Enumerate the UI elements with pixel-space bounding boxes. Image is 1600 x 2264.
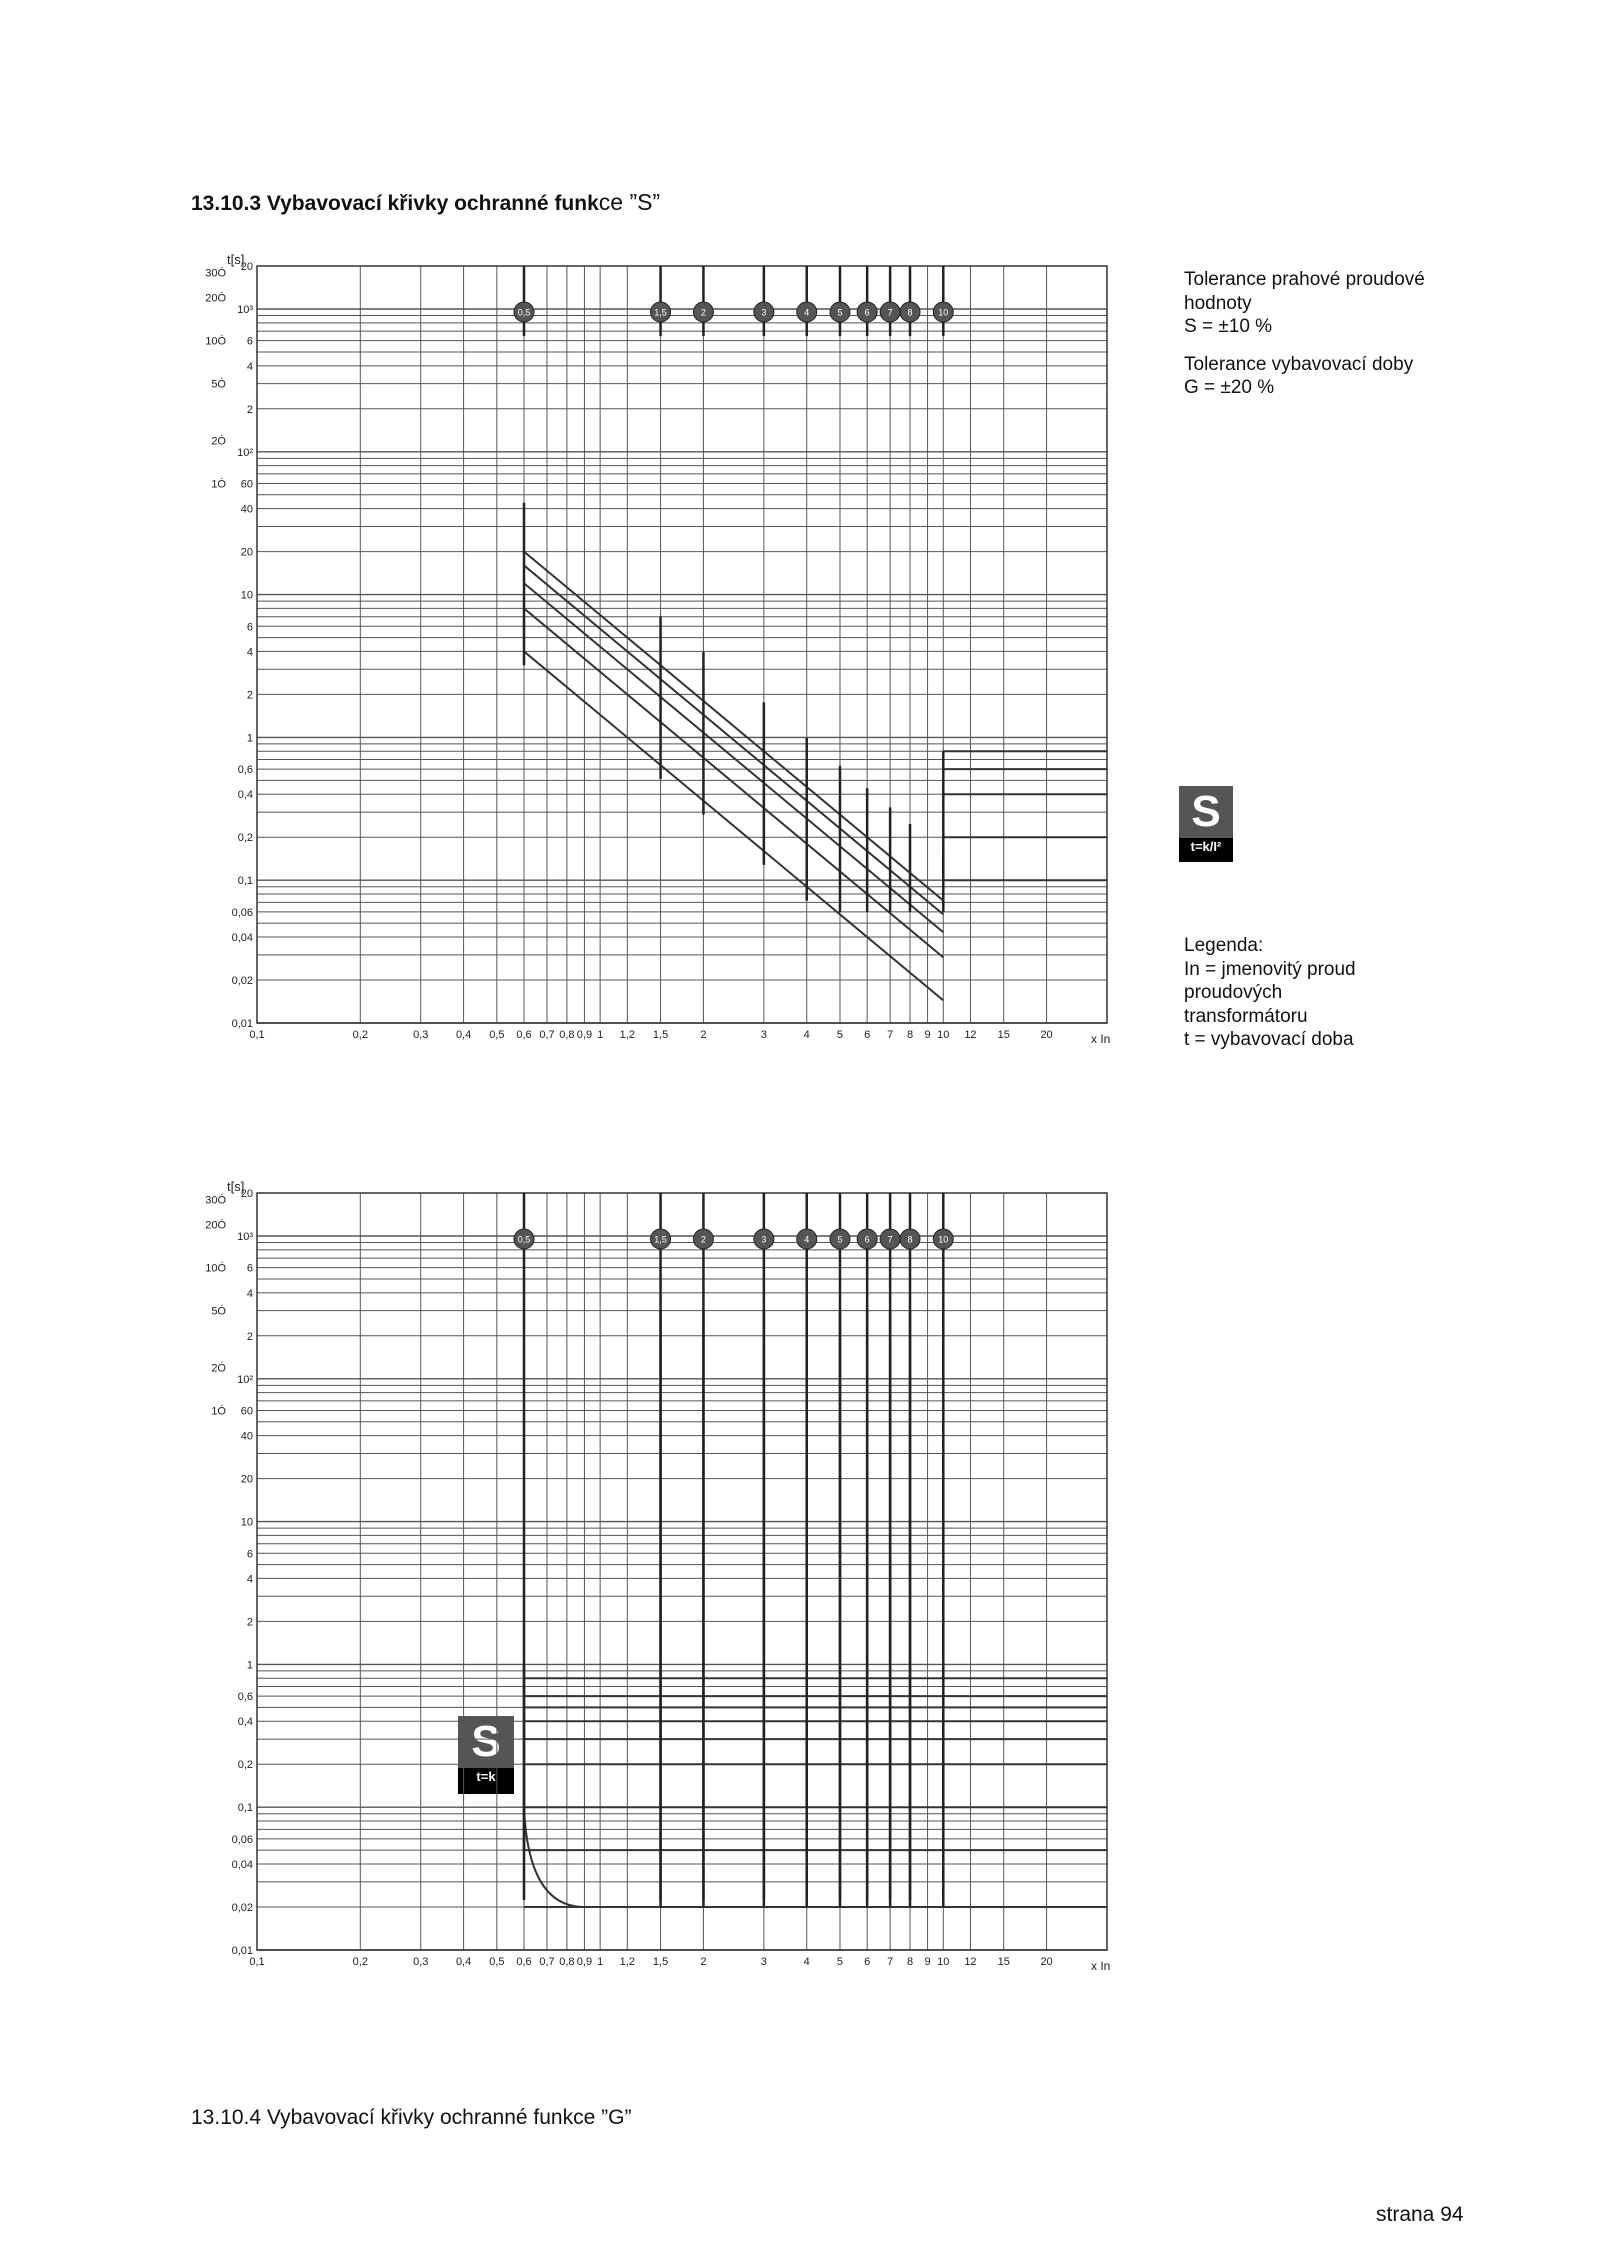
legend: Legenda: In = jmenovitý proud proudových transformátoru t = vybavovací doba bbox=[1184, 935, 1356, 1050]
y-tick-label: 20 bbox=[240, 1188, 253, 1200]
x-tick-label: 0,3 bbox=[413, 1029, 429, 1041]
y-tick-label: 2 bbox=[246, 403, 253, 416]
x-tick-label: 10 bbox=[937, 1956, 950, 1968]
tolerance-time: Tolerance vybavovací doby G = ±20 % bbox=[1184, 353, 1414, 398]
y-tick-label: 1 bbox=[246, 1659, 253, 1672]
threshold-marker-label: 7 bbox=[887, 307, 893, 318]
tolerance-threshold: Tolerance prahové proudové hodnoty S = ±10 % bbox=[1184, 269, 1425, 337]
y-tick-label: 40 bbox=[240, 503, 253, 516]
x-tick-label: 0,8 bbox=[559, 1956, 575, 1968]
y-tick-label: 10 bbox=[240, 1516, 253, 1529]
x-tick-label: 0,1 bbox=[249, 1029, 265, 1041]
y-tick-label: 10³ bbox=[237, 1230, 253, 1243]
y-tick-label: 0,6 bbox=[237, 1691, 253, 1704]
y-minute-label: 1Ó bbox=[211, 478, 226, 491]
x-tick-label: 0,5 bbox=[489, 1029, 505, 1041]
y-tick-label: 20 bbox=[240, 546, 253, 559]
y-tick-label: 0,06 bbox=[231, 1833, 253, 1846]
threshold-marker-label: 6 bbox=[864, 1234, 870, 1245]
section-heading: 13.10.3 Vybavovací křivky ochranné funkce ”S” bbox=[191, 189, 661, 215]
x-tick-label: 0,8 bbox=[559, 1029, 575, 1041]
x-tick-label: 0,2 bbox=[352, 1029, 368, 1041]
y-tick-label: 0,02 bbox=[231, 975, 253, 988]
plot-frame bbox=[257, 1193, 1107, 1950]
x-tick-label: 0,2 bbox=[352, 1956, 368, 1968]
x-tick-label: 8 bbox=[906, 1956, 914, 1968]
y-tick-label: 0,01 bbox=[231, 1018, 253, 1030]
x-tick-label: 7 bbox=[887, 1029, 894, 1041]
x-tick-label: 0,1 bbox=[249, 1956, 265, 1968]
y-tick-label: 0,1 bbox=[237, 875, 253, 888]
threshold-marker-label: 0,5 bbox=[517, 1234, 531, 1245]
x-tick-label: 3 bbox=[760, 1029, 767, 1041]
x-tick-label: 0,3 bbox=[413, 1956, 429, 1968]
x-tick-label: 7 bbox=[887, 1956, 894, 1968]
y-tick-label: 10³ bbox=[237, 303, 253, 316]
x-tick-label: 0,5 bbox=[489, 1956, 505, 1968]
x-tick-label: 3 bbox=[760, 1956, 767, 1968]
y-minute-label: 5Ó bbox=[211, 1305, 226, 1318]
threshold-marker-label: 2 bbox=[700, 307, 706, 318]
y-tick-label: 10² bbox=[237, 1373, 253, 1386]
threshold-marker-label: 8 bbox=[907, 1234, 913, 1245]
y-tick-label: 4 bbox=[246, 1287, 253, 1300]
y-minute-label: 30Ó bbox=[205, 267, 226, 280]
y-axis-label: t[s] bbox=[227, 1179, 245, 1194]
y-minute-label: 10Ó bbox=[205, 1262, 226, 1275]
threshold-marker-label: 3 bbox=[761, 307, 767, 318]
y-tick-label: 0,04 bbox=[231, 1859, 253, 1872]
y-tick-label: 6 bbox=[246, 1548, 253, 1561]
x-tick-label: 9 bbox=[924, 1029, 931, 1041]
threshold-marker-label: 0,5 bbox=[517, 307, 531, 318]
x-tick-label: 5 bbox=[836, 1956, 844, 1968]
section-heading-g: 13.10.4 Vybavovací křivky ochranné funkce ”G” bbox=[191, 2106, 632, 2129]
x-tick-label: 12 bbox=[964, 1029, 977, 1041]
threshold-marker-label: 5 bbox=[837, 1234, 843, 1245]
y-tick-label: 0,4 bbox=[237, 1716, 253, 1729]
x-tick-label: 1 bbox=[597, 1029, 604, 1041]
x-tick-label: 1,5 bbox=[652, 1029, 669, 1041]
y-minute-label: 2Ó bbox=[211, 435, 226, 448]
y-minute-label: 20Ó bbox=[205, 292, 226, 305]
y-tick-label: 6 bbox=[246, 1262, 253, 1275]
y-tick-label: 4 bbox=[246, 1573, 253, 1586]
y-tick-label: 0,2 bbox=[237, 832, 253, 845]
badge-s-inverse: S t=k/I² bbox=[1179, 786, 1233, 862]
y-minute-label: 2Ó bbox=[211, 1362, 226, 1375]
y-minute-label: 5Ó bbox=[211, 378, 226, 391]
y-tick-label: 0,4 bbox=[237, 789, 253, 802]
threshold-marker-label: 2 bbox=[700, 1234, 706, 1245]
threshold-marker-label: 10 bbox=[938, 307, 949, 318]
x-tick-label: 0,9 bbox=[576, 1029, 593, 1041]
y-tick-label: 0,02 bbox=[231, 1902, 253, 1915]
x-tick-label: 9 bbox=[924, 1956, 931, 1968]
y-minute-label: 1Ó bbox=[211, 1405, 226, 1418]
y-tick-label: 0,06 bbox=[231, 906, 253, 919]
y-minute-label: 30Ó bbox=[205, 1194, 226, 1207]
y-tick-label: 60 bbox=[240, 478, 253, 491]
x-tick-label: 0,9 bbox=[576, 1956, 593, 1968]
y-tick-label: 0,6 bbox=[237, 764, 253, 777]
y-tick-label: 6 bbox=[246, 621, 253, 634]
y-tick-label: 20 bbox=[240, 1473, 253, 1486]
y-tick-label: 10² bbox=[237, 446, 253, 459]
x-axis-label: x In bbox=[1091, 1032, 1111, 1046]
y-tick-label: 0,1 bbox=[237, 1802, 253, 1815]
x-tick-label: 12 bbox=[964, 1956, 977, 1968]
x-tick-label: 8 bbox=[906, 1029, 914, 1041]
x-tick-label: 1 bbox=[597, 1956, 604, 1968]
x-tick-label: 20 bbox=[1040, 1956, 1053, 1968]
y-tick-label: 4 bbox=[246, 360, 253, 373]
threshold-marker-label: 5 bbox=[837, 307, 843, 318]
x-tick-label: 0,6 bbox=[516, 1956, 532, 1968]
threshold-marker-label: 6 bbox=[864, 307, 870, 318]
x-tick-label: 10 bbox=[937, 1029, 950, 1041]
x-tick-label: 0,7 bbox=[539, 1029, 555, 1041]
y-axis-label: t[s] bbox=[227, 252, 245, 267]
x-tick-label: 4 bbox=[803, 1029, 810, 1041]
y-tick-label: 0,2 bbox=[237, 1759, 253, 1772]
x-tick-label: 0,6 bbox=[516, 1029, 532, 1041]
threshold-marker-label: 7 bbox=[887, 1234, 893, 1245]
x-tick-label: 1,2 bbox=[619, 1029, 635, 1041]
threshold-marker-label: 3 bbox=[761, 1234, 767, 1245]
y-tick-label: 1 bbox=[246, 732, 253, 745]
x-tick-label: 5 bbox=[836, 1029, 844, 1041]
threshold-marker-label: 8 bbox=[907, 307, 913, 318]
page-number: strana 94 bbox=[1376, 2203, 1464, 2226]
y-tick-label: 2 bbox=[246, 689, 253, 702]
y-tick-label: 4 bbox=[246, 646, 253, 659]
x-tick-label: 20 bbox=[1040, 1029, 1053, 1041]
y-tick-label: 0,01 bbox=[231, 1945, 253, 1957]
y-minute-label: 20Ó bbox=[205, 1219, 226, 1232]
x-tick-label: 2 bbox=[700, 1956, 707, 1968]
x-tick-label: 0,4 bbox=[455, 1029, 472, 1041]
x-tick-label: 6 bbox=[864, 1956, 871, 1968]
x-tick-label: 4 bbox=[803, 1956, 810, 1968]
y-tick-label: 2 bbox=[246, 1616, 253, 1629]
x-tick-label: 6 bbox=[864, 1029, 871, 1041]
badge-s-constant: S t=k bbox=[458, 1716, 514, 1794]
x-tick-label: 2 bbox=[700, 1029, 707, 1041]
threshold-marker-label: 4 bbox=[804, 1234, 810, 1245]
y-tick-label: 20 bbox=[240, 261, 253, 273]
x-axis-label: x In bbox=[1091, 1959, 1111, 1973]
y-tick-label: 60 bbox=[240, 1405, 253, 1418]
y-minute-label: 10Ó bbox=[205, 335, 226, 348]
threshold-marker-label: 1,5 bbox=[654, 307, 667, 318]
y-tick-label: 40 bbox=[240, 1430, 253, 1443]
threshold-marker-label: 1,5 bbox=[654, 1234, 667, 1245]
knee-curve bbox=[524, 1807, 584, 1907]
x-tick-label: 15 bbox=[997, 1029, 1010, 1041]
y-tick-label: 6 bbox=[246, 335, 253, 348]
x-tick-label: 1,5 bbox=[652, 1956, 669, 1968]
x-tick-label: 0,7 bbox=[539, 1956, 555, 1968]
x-tick-label: 1,2 bbox=[619, 1956, 635, 1968]
threshold-marker-label: 10 bbox=[938, 1234, 949, 1245]
threshold-marker-label: 4 bbox=[804, 307, 810, 318]
x-tick-label: 0,4 bbox=[455, 1956, 472, 1968]
y-tick-label: 10 bbox=[240, 589, 253, 602]
y-tick-label: 2 bbox=[246, 1330, 253, 1343]
x-tick-label: 15 bbox=[997, 1956, 1010, 1968]
y-tick-label: 0,04 bbox=[231, 932, 253, 945]
